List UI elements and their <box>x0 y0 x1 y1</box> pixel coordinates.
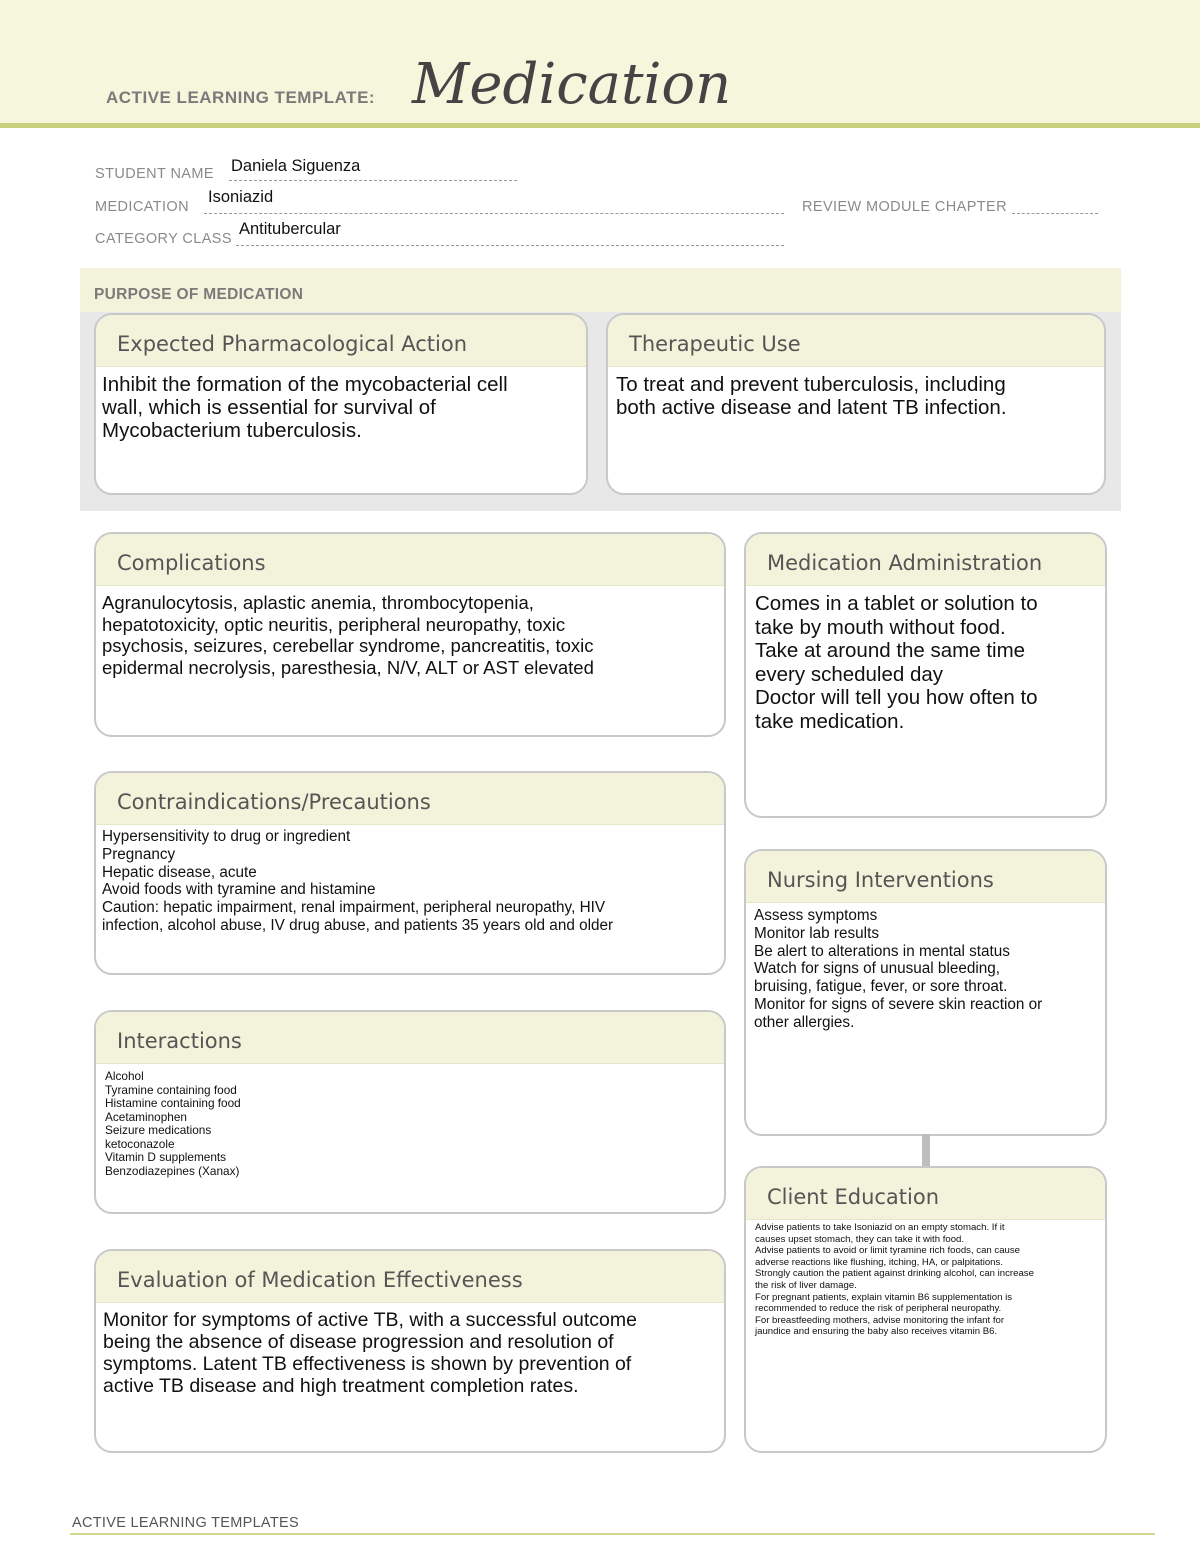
expected-action-card <box>94 313 588 495</box>
nursing-text[interactable]: Assess symptoms Monitor lab results Be alert to alterations in mental status Watch for signs of unusual bleeding, bruising, fatigue, fever, or sore throat. Monitor for signs of severe skin reaction or other allergies. <box>754 907 1043 1031</box>
therapeutic-use-text[interactable]: To treat and prevent tuberculosis, including both active disease and latent TB infection. <box>616 373 1007 419</box>
therapeutic-use-heading: Therapeutic Use <box>608 315 1104 367</box>
client-education-card <box>744 1166 1107 1453</box>
template-label: ACTIVE LEARNING TEMPLATE: <box>106 88 376 107</box>
nursing-card <box>744 849 1107 1136</box>
interactions-heading: Interactions <box>96 1012 724 1064</box>
administration-text[interactable]: Comes in a tablet or solution to take by mouth without food. Take at around the same time every scheduled day Doctor will tell you how often to take medication. <box>755 592 1038 733</box>
category-class-line <box>236 245 784 246</box>
expected-action-text[interactable]: Inhibit the formation of the mycobacterial cell wall, which is essential for survival of Mycobacterium tuberculosis. <box>102 373 508 442</box>
purpose-title: PURPOSE OF MEDICATION <box>94 286 304 303</box>
interactions-text[interactable]: Alcohol Tyramine containing food Histamine containing food Acetaminophen Seizure medications ketoconazole Vitamin D supplements Benzodiazepines (Xanax) <box>105 1069 241 1178</box>
interactions-card <box>94 1010 726 1214</box>
contraindications-card <box>94 771 726 975</box>
expected-action-heading: Expected Pharmacological Action <box>96 315 586 367</box>
student-name-field[interactable]: Daniela Siguenza <box>231 157 361 175</box>
category-class-field[interactable]: Antitubercular <box>239 220 341 238</box>
template-header <box>0 0 1200 128</box>
evaluation-text[interactable]: Monitor for symptoms of active TB, with a successful outcome being the absence of disease progression and resolution of symptoms. Latent TB effectiveness is shown by prevention of active TB disease and high treatment completion rates. <box>103 1309 637 1397</box>
review-module-line <box>1012 213 1098 214</box>
administration-heading: Medication Administration <box>746 534 1105 586</box>
contraindications-text[interactable]: Hypersensitivity to drug or ingredient Pregnancy Hepatic disease, acute Avoid foods with tyramine and histamine Caution: hepatic impairment, renal impairment, peripheral neuropathy, HIV infection, alcohol abuse, IV drug abuse, and patients 35 years old and older <box>102 828 614 934</box>
page-title: Medication <box>412 52 732 117</box>
footer-line <box>70 1533 1155 1535</box>
medication-line <box>204 213 784 214</box>
complications-text[interactable]: Agranulocytosis, aplastic anemia, thrombocytopenia, hepatotoxicity, optic neuritis, peripheral neuropathy, toxic psychosis, seizures, cerebellar syndrome, pancreatitis, toxic epidermal necrolysis, paresthesia, N/V, ALT or AST elevated <box>102 592 594 678</box>
complications-heading: Complications <box>96 534 724 586</box>
therapeutic-use-card <box>606 313 1106 495</box>
contraindications-heading: Contraindications/Precautions <box>96 773 724 825</box>
evaluation-card <box>94 1249 726 1453</box>
nursing-heading: Nursing Interventions <box>746 851 1105 903</box>
medication-label: MEDICATION <box>95 199 189 215</box>
client-education-heading: Client Education <box>746 1168 1105 1220</box>
category-class-label: CATEGORY CLASS <box>95 231 232 247</box>
evaluation-heading: Evaluation of Medication Effectiveness <box>96 1251 724 1303</box>
client-education-text[interactable]: Advise patients to take Isoniazid on an empty stomach. If it causes upset stomach, they can take it with food. Advise patients to avoid or limit tyramine rich foods, can cause adverse reactions like flushing, itching, HA, or palpitations. Strongly caution the patient against drinking alcohol, can increase the risk of liver damage. For pregnant patients, explain vitamin B6 supplementation is recommended to reduce the risk of peripheral neuropathy. For breastfeeding mothers, advise monitoring the infant for jaundice and ensuring the baby also receives vitamin B6. <box>755 1222 1034 1338</box>
connector-bar <box>922 1134 930 1166</box>
student-name-line <box>229 180 517 181</box>
review-module-label: REVIEW MODULE CHAPTER <box>802 199 1007 215</box>
complications-card <box>94 532 726 737</box>
medication-field[interactable]: Isoniazid <box>208 188 274 206</box>
student-name-label: STUDENT NAME <box>95 166 214 182</box>
administration-card <box>744 532 1107 818</box>
footer-text: ACTIVE LEARNING TEMPLATES <box>72 1515 299 1531</box>
